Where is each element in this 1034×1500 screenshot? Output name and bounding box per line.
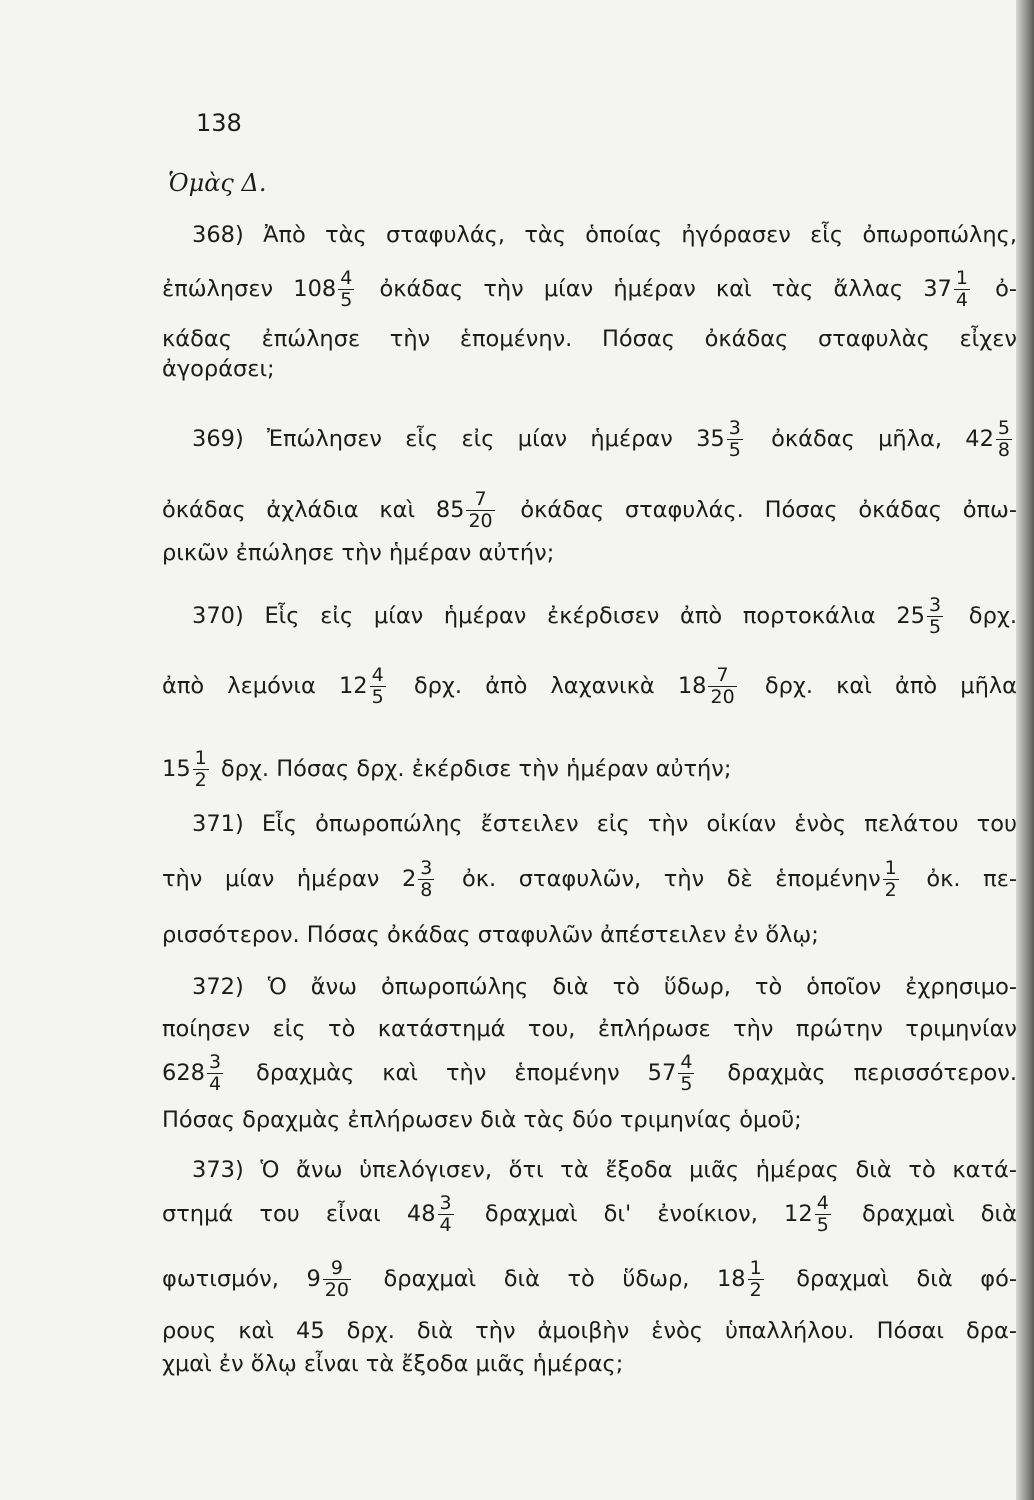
page-binding-edge (1016, 0, 1034, 1500)
fraction-numerator: 1 (955, 267, 968, 289)
fraction (370, 665, 386, 708)
text-segment: κάδας ἐπώλησε τὴν ἑπομένην. Πόσας ὀκάδας σταφυλὰς εἶχεν (162, 326, 1017, 352)
problem-368-line-1 (192, 214, 1017, 256)
fraction (207, 1052, 223, 1095)
fraction-denominator: 5 (680, 1073, 693, 1095)
text-segment: ἀγοράσει; (162, 356, 275, 382)
fraction (883, 858, 899, 901)
problem-372-line-3 (162, 1052, 1017, 1094)
fraction-numerator: 3 (420, 857, 433, 879)
text-segment: 369) Ἐπώλησεν εἷς εἰς μίαν ἡμέραν 35 (192, 426, 725, 452)
fraction-denominator: 4 (208, 1073, 222, 1095)
text-segment: τὴν μίαν ἡμέραν 2 (162, 866, 417, 892)
problem-373-line-2 (162, 1193, 1017, 1235)
text-segment: 628 (162, 1060, 205, 1086)
text-segment: στημά του εἶναι 48 (162, 1201, 436, 1227)
fraction-denominator: 2 (194, 769, 207, 791)
problem-371-line-3 (162, 914, 1017, 956)
text-segment: δραχμαὶ διὰ φό- (796, 1266, 1017, 1292)
problem-373-line-5 (162, 1343, 1017, 1385)
text-segment: 373) Ὁ ἄνω ὑπελόγισεν, ὅτι τὰ ἔξοδα μιᾶς ἡμέρας διὰ τὸ κατά- (192, 1157, 1017, 1183)
fraction-denominator: 8 (997, 439, 1010, 461)
fraction (927, 595, 943, 638)
text-segment: δραχμαὶ διὰ τὸ ὕδωρ, 18 (383, 1266, 746, 1292)
text-segment: ὀκάδας σταφυλάς. Πόσας ὀκάδας ὀπω- (520, 497, 1018, 523)
problem-370-line-2 (162, 665, 1017, 707)
problem-369-line-1 (192, 418, 1017, 460)
fraction-numerator: 7 (474, 488, 487, 510)
text-segment: δραχμὰς περισσότερον. (727, 1060, 1017, 1086)
fraction (815, 1193, 831, 1236)
text-segment: ὀκ. σταφυλῶν, τὴν δὲ ἑπομένην (462, 866, 881, 892)
fraction-denominator: 4 (439, 1214, 452, 1236)
text-segment: 368) Ἀπὸ τὰς σταφυλάς, τὰς ὁποίας ἠγόρασεν εἷς ὀπωροπώλης, (192, 222, 1017, 248)
fraction (323, 1258, 351, 1301)
text-segment: ἐπώλησεν 108 (162, 276, 337, 302)
fraction-denominator: 20 (710, 686, 735, 708)
fraction-numerator: 4 (340, 267, 353, 289)
fraction (727, 418, 743, 461)
problem-371-line-1 (192, 803, 1017, 845)
problem-372-line-2 (162, 1008, 1017, 1050)
fraction-denominator: 2 (749, 1279, 762, 1301)
page-number: 138 (196, 109, 242, 137)
problem-373-line-1 (192, 1149, 1017, 1191)
fraction-numerator: 5 (997, 417, 1010, 439)
problem-372-line-1 (192, 966, 1017, 1008)
fraction-numerator: 3 (728, 417, 741, 439)
text-segment: ρους καὶ 45 δρχ. διὰ τὴν ἀμοιβὴν ἑνὸς ὑπαλλήλου. Πόσαι δρα- (162, 1318, 1017, 1344)
fraction (748, 1258, 764, 1301)
fraction-numerator: 4 (816, 1192, 829, 1214)
text-segment: δρχ. ἀπὸ λαχανικὰ 18 (413, 673, 707, 699)
fraction (418, 858, 434, 901)
problem-370-line-1 (192, 595, 1017, 637)
text-segment: δραχμαὶ διὰ (861, 1201, 1018, 1227)
fraction-denominator: 5 (340, 289, 353, 311)
text-segment: ρικῶν ἐπώλησε τὴν ἡμέραν αὐτήν; (162, 540, 555, 566)
problem-369-line-2 (162, 489, 1017, 531)
problem-373-line-3 (162, 1258, 1017, 1300)
fraction (438, 1193, 454, 1236)
text-segment: ποίησεν εἰς τὸ κατάστημά του, ἐπλήρωσε τὴν πρώτην τριμηνίαν (162, 1016, 1017, 1042)
text-segment: ρισσότερον. Πόσας ὀκάδας σταφυλῶν ἀπέστειλεν ἐν ὅλῳ; (162, 922, 819, 948)
fraction-numerator: 3 (928, 594, 942, 616)
text-segment: ὀ- (995, 276, 1017, 302)
text-segment: δρχ. (968, 603, 1017, 629)
fraction-numerator: 9 (330, 1257, 343, 1279)
fraction (193, 748, 209, 791)
fraction-denominator: 2 (884, 879, 897, 901)
fraction-denominator: 5 (728, 439, 741, 461)
fraction-numerator: 7 (716, 664, 729, 686)
fraction (338, 268, 354, 311)
text-segment: Πόσας δραχμὰς ἐπλήρωσεν διὰ τὰς δύο τριμηνίας ὁμοῦ; (162, 1107, 802, 1133)
problem-368-line-2 (162, 268, 1017, 310)
text-segment: φωτισμόν, 9 (162, 1266, 321, 1292)
text-segment: 15 (162, 756, 191, 782)
fraction-denominator: 20 (324, 1279, 349, 1301)
text-segment: ὀκ. πε- (926, 866, 1017, 892)
fraction (678, 1052, 694, 1095)
text-segment: χμαὶ ἐν ὅλῳ εἶναι τὰ ἔξοδα μιᾶς ἡμέρας; (162, 1351, 624, 1377)
text-segment: δρχ. καὶ ἀπὸ μῆλα (764, 673, 1017, 699)
fraction (996, 418, 1012, 461)
fraction-numerator: 4 (680, 1051, 693, 1073)
fraction-numerator: 1 (749, 1257, 762, 1279)
problem-368-line-4 (162, 348, 1017, 390)
fraction-denominator: 4 (955, 289, 968, 311)
text-segment: ὀκάδας τὴν μίαν ἡμέραν καὶ τὰς ἄλλας 37 (379, 276, 952, 302)
text-segment: δρχ. Πόσας δρχ. ἐκέρδισε τὴν ἡμέραν αὐτήν; (220, 756, 732, 782)
fraction-denominator: 20 (468, 510, 493, 532)
fraction-denominator: 8 (420, 879, 433, 901)
fraction-numerator: 3 (208, 1051, 222, 1073)
text-segment: 372) Ὁ ἄνω ὀπωροπώλης διὰ τὸ ὕδωρ, τὸ ὁποῖον ἐχρησιμο- (192, 974, 1017, 1000)
problem-372-line-4 (162, 1099, 1017, 1141)
text-segment: δραχμαὶ δι' ἐνοίκιον, 12 (484, 1201, 813, 1227)
fraction (466, 489, 494, 532)
fraction-denominator: 5 (371, 686, 384, 708)
fraction-denominator: 5 (928, 616, 942, 638)
fraction-numerator: 4 (371, 664, 384, 686)
problem-369-line-3 (162, 532, 1017, 574)
text-segment: δραχμὰς καὶ τὴν ἑπομένην 57 (256, 1060, 677, 1086)
text-segment: ἀπὸ λεμόνια 12 (162, 673, 368, 699)
group-heading: Ὁμὰς Δ. (168, 169, 267, 197)
fraction-numerator: 3 (439, 1192, 452, 1214)
fraction-denominator: 5 (816, 1214, 829, 1236)
problem-370-line-3 (162, 748, 1017, 790)
text-segment: 371) Εἷς ὀπωροπώλης ἔστειλεν εἰς τὴν οἰκίαν ἑνὸς πελάτου του (192, 811, 1017, 837)
fraction-numerator: 1 (194, 747, 207, 769)
text-segment: ὀκάδας ἀχλάδια καὶ 85 (162, 497, 465, 523)
fraction (954, 268, 970, 311)
fraction (708, 665, 736, 708)
problem-371-line-2 (162, 858, 1017, 900)
text-segment: ὀκάδας μῆλα, 42 (771, 426, 994, 452)
fraction-numerator: 1 (884, 857, 897, 879)
text-segment: 370) Εἷς εἰς μίαν ἡμέραν ἐκέρδισεν ἀπὸ πορτοκάλια 25 (192, 603, 925, 629)
